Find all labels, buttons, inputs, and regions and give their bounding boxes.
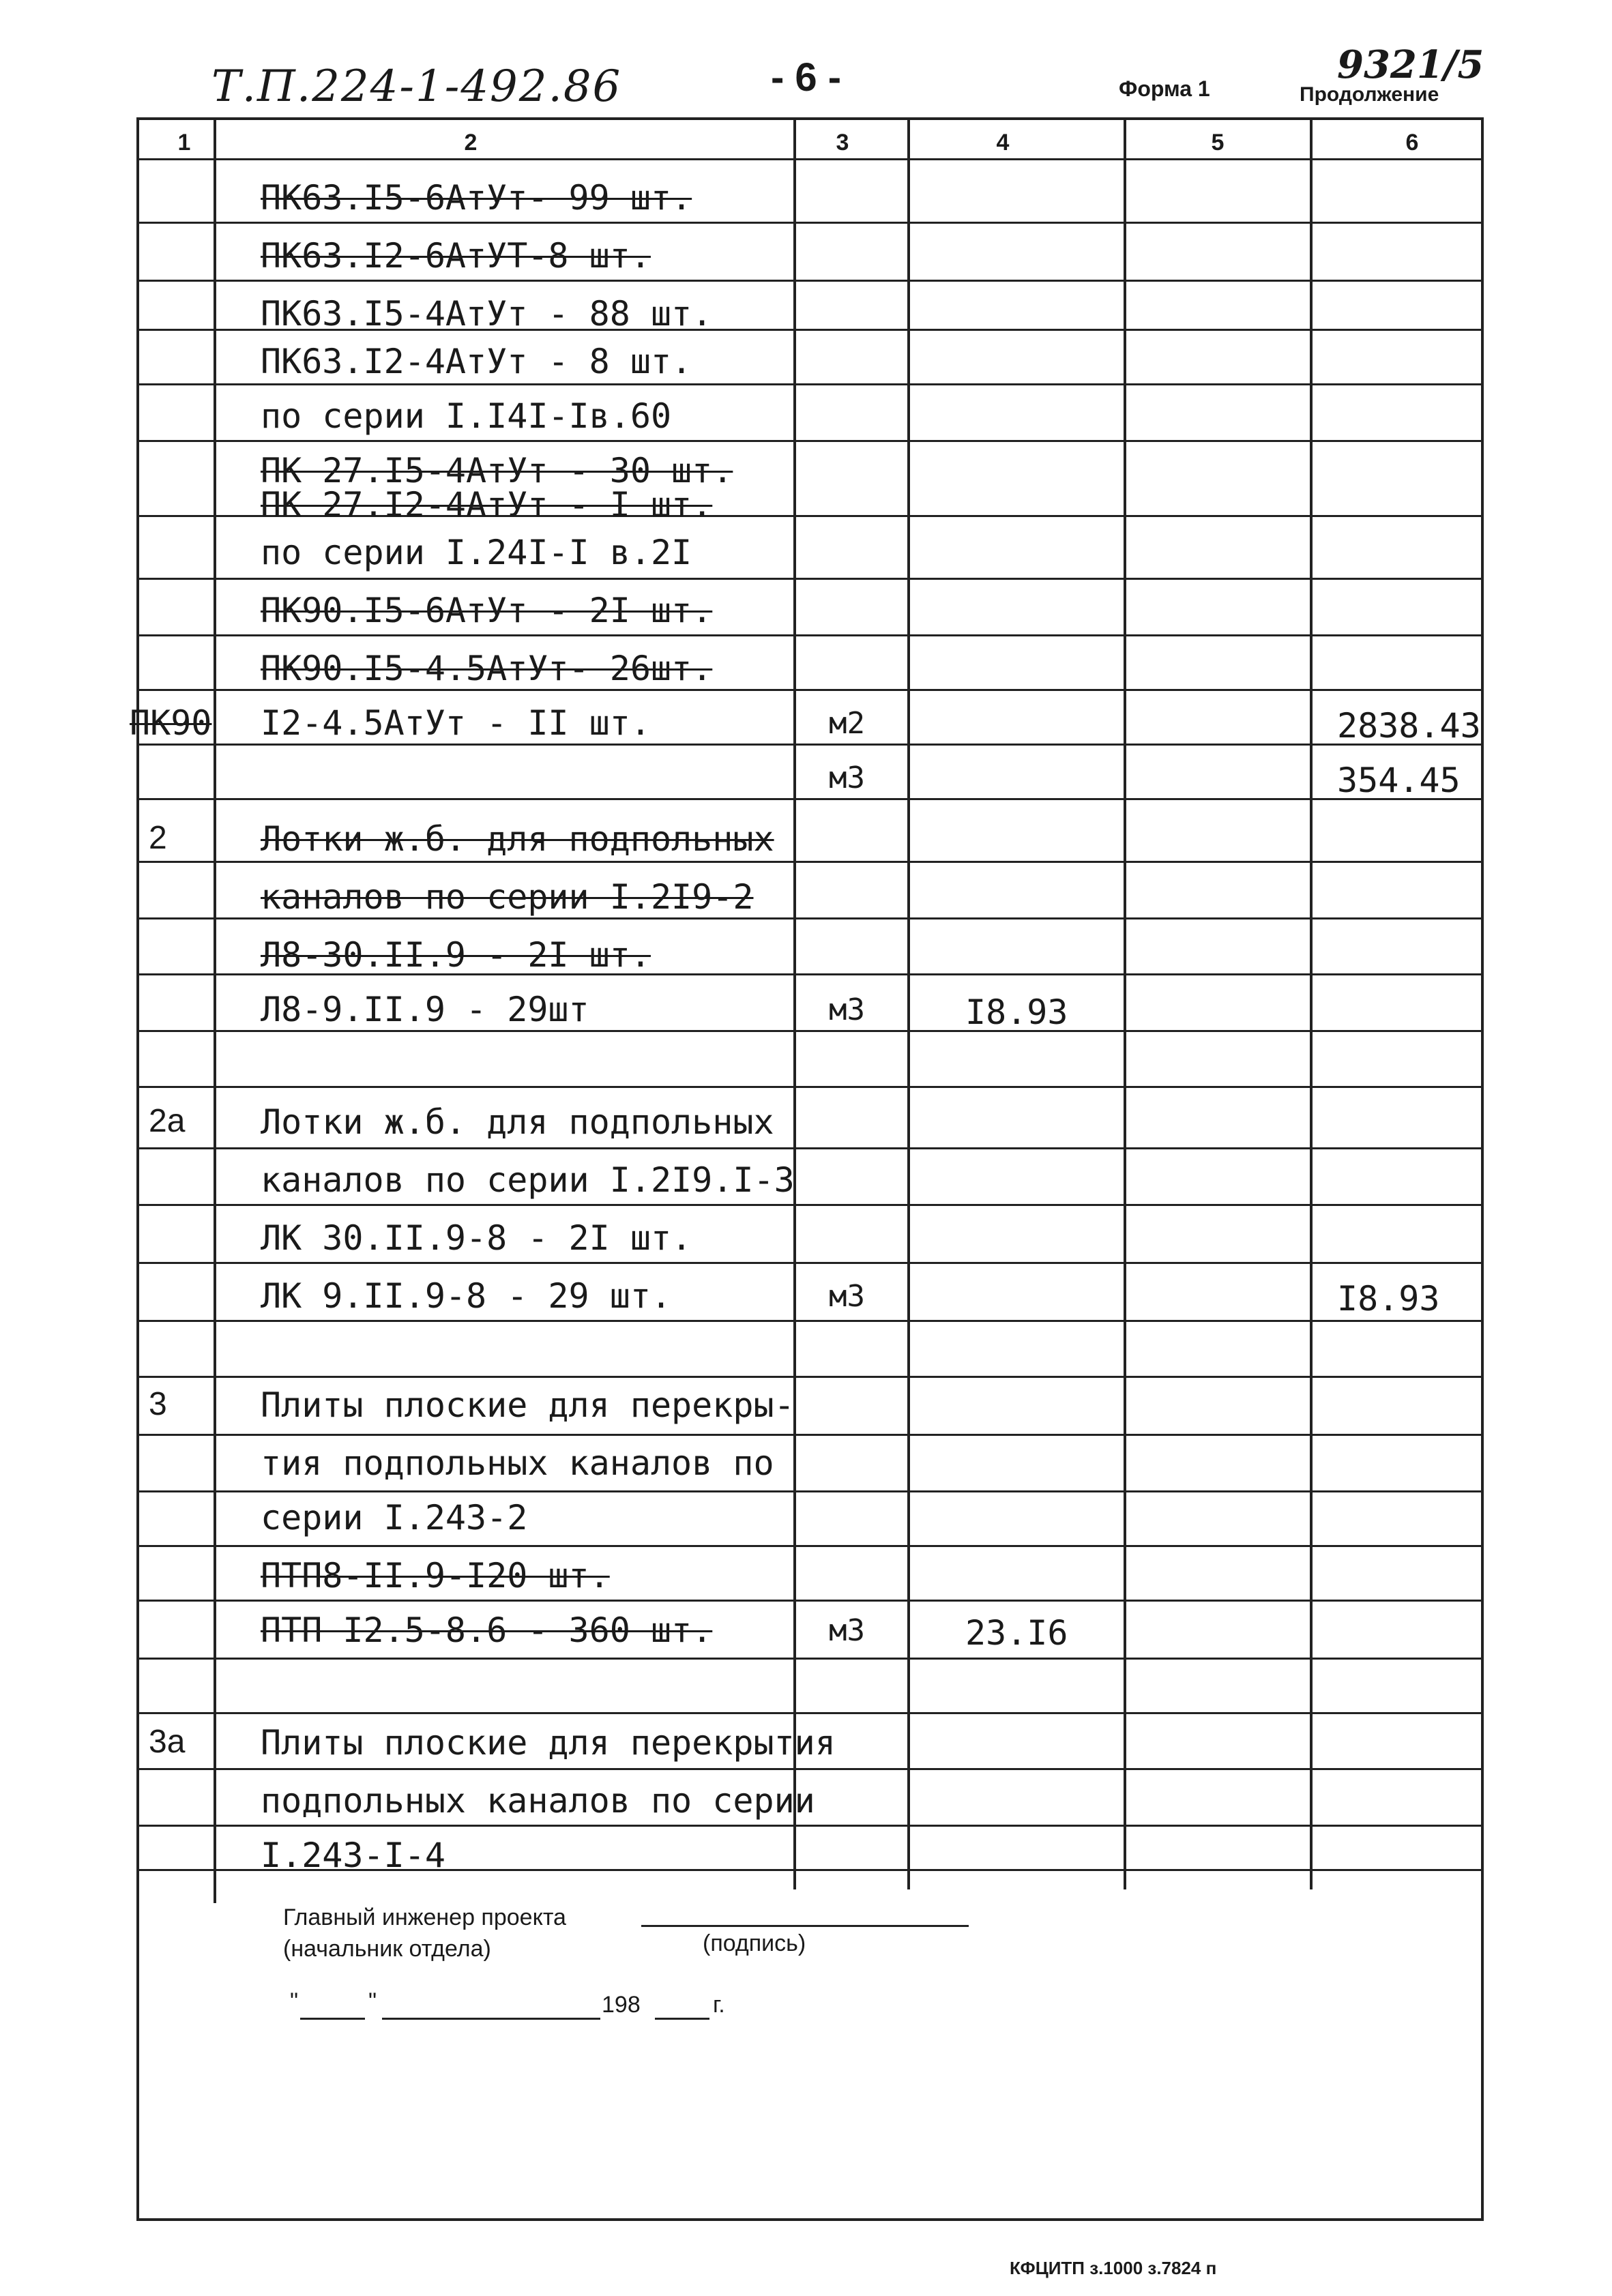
continuation-label: Продолжение [1300,83,1439,106]
signature-caption: (подпись) [703,1930,806,1956]
date-year-line [655,2018,709,2020]
table-row-divider [136,280,1484,282]
table-row-divider [136,158,1484,160]
form-label: Форма 1 [1119,76,1210,101]
unit-cell: м3 [829,1613,865,1648]
item-description-cell: ЛК 30.II.9-8 - 2I шт. [261,1218,692,1258]
item-description-cell: по серии I.24I-I в.2I [261,533,692,572]
date-quote-open: " [290,1988,299,2014]
page-number: - 6 - [771,55,842,100]
item-description-cell: ПК63.I2-6АтУТ-8 шт. [261,236,651,276]
table-row-divider [136,917,1484,919]
chief-engineer-label: Главный инженер проекта [283,1904,566,1930]
column-header-5: 5 [1211,130,1225,156]
table-column-divider [214,117,216,1903]
total-cell: 2838.43 [1337,706,1481,746]
table-row-divider [136,1658,1484,1660]
signature-line [641,1925,969,1927]
item-description-cell: I2-4.5АтУт - II шт. [261,703,651,743]
table-row-divider [136,578,1484,580]
item-description-cell: ПК 27.I5-4АтУт - 30 шт. [261,451,733,490]
table-row-divider [136,689,1484,691]
item-description-cell: ПК90.I5-4.5АтУт- 26шт. [261,649,713,688]
unit-cell: м2 [829,706,865,741]
date-quote-close: " [368,1988,377,2014]
date-year-prefix: 198 [602,1992,641,2018]
table-row-divider [136,383,1484,385]
table-row-divider [136,634,1484,636]
item-description-cell: ЛК 9.II.9-8 - 29 шт. [261,1276,672,1316]
date-month-line [382,2018,600,2020]
table-row-divider [136,1147,1484,1149]
item-description-cell: Лотки ж.б. для подпольных [261,819,774,859]
item-description-cell: каналов по серии I.2I9.I-3 [261,1160,795,1200]
table-row-divider [136,1262,1484,1264]
document-code: Т.П.224-1-492.86 [211,61,622,112]
item-description-cell: ПК 27.I2-4АтУт - I шт. [261,485,713,525]
table-row-divider [136,1545,1484,1547]
quantity-cell: I8.93 [965,992,1068,1032]
item-description-cell: ПК63.I2-4АтУт - 8 шт. [261,342,692,381]
item-description-cell: тия подпольных каналов по [261,1443,774,1483]
table-row-divider [136,1204,1484,1206]
row-number-cell: 2 [149,820,167,856]
item-description-cell: Плиты плоские для перекрытия [261,1723,836,1763]
table-row-divider [136,440,1484,442]
item-description-cell: каналов по серии I.2I9-2 [261,877,754,917]
table-row-divider [136,798,1484,800]
item-description-cell: серии I.243-2 [261,1498,528,1537]
item-description-cell: ПТП I2.5-8.6 - 360 шт. [261,1610,713,1650]
table-row-divider [136,1434,1484,1436]
table-row-divider [136,1490,1484,1492]
department-head-label: (начальник отдела) [283,1936,491,1962]
table-row-divider [136,1768,1484,1770]
table-row-divider [136,117,1484,119]
table-column-divider [136,117,139,2221]
item-description-cell: Л8-30.II.9 - 2I шт. [261,935,651,975]
total-cell: I8.93 [1337,1279,1440,1319]
item-description-cell: Лотки ж.б. для подпольных [261,1102,774,1142]
item-description-cell: Л8-9.II.9 - 29шт [261,990,589,1029]
column-header-6: 6 [1405,130,1419,156]
table-row-divider [136,1825,1484,1827]
item-description-cell: ПК90.I5-6АтУт - 2I шт. [261,591,713,630]
print-stamp: КФЦИТП з.1000 з.7824 п [1010,2258,1217,2278]
row-number-cell: 3 [149,1386,167,1422]
column-header-4: 4 [996,130,1010,156]
column-header-2: 2 [464,130,478,156]
item-description-cell: подпольных каналов по серии [261,1781,815,1821]
date-year-suffix: г. [713,1992,725,2018]
table-column-divider [1481,117,1484,2221]
table-row-divider [136,1086,1484,1088]
unit-cell: м3 [829,992,865,1027]
item-description-cell: Плиты плоские для перекры- [261,1385,795,1425]
column-header-3: 3 [836,130,849,156]
row-number-cell: 2а [149,1103,186,1139]
column-header-1: 1 [177,130,191,156]
quantity-cell: 23.I6 [965,1613,1068,1653]
item-description-cell: ПК63.I5-6АтУт- 99 шт. [261,178,692,218]
table-column-divider [1124,117,1126,1889]
table-row-divider [136,1600,1484,1602]
table-row-divider [136,222,1484,224]
table-row-divider [136,1030,1484,1032]
row-number-cell: 3а [149,1724,186,1760]
unit-cell: м3 [829,1279,865,1314]
item-description-cell: ПТП8-II.9-I20 шт. [261,1556,610,1595]
table-row-divider [136,1712,1484,1714]
table-column-divider [907,117,910,1889]
date-day-line [300,2018,365,2020]
table-row-divider [136,1320,1484,1322]
table-column-divider [793,117,796,1889]
item-description-cell: по серии I.I4I-Iв.60 [261,396,672,436]
row-number-cell: ПК90 [130,703,212,743]
item-description-cell: I.243-I-4 [261,1836,445,1875]
table-row-divider [136,744,1484,746]
table-row-divider [136,1376,1484,1378]
item-description-cell: ПК63.I5-4АтУт - 88 шт. [261,294,713,334]
unit-cell: м3 [829,761,865,795]
table-column-divider [1310,117,1313,1889]
table-row-divider [136,861,1484,863]
total-cell: 354.45 [1337,761,1461,800]
document-id: 9321/5 [1337,42,1484,87]
